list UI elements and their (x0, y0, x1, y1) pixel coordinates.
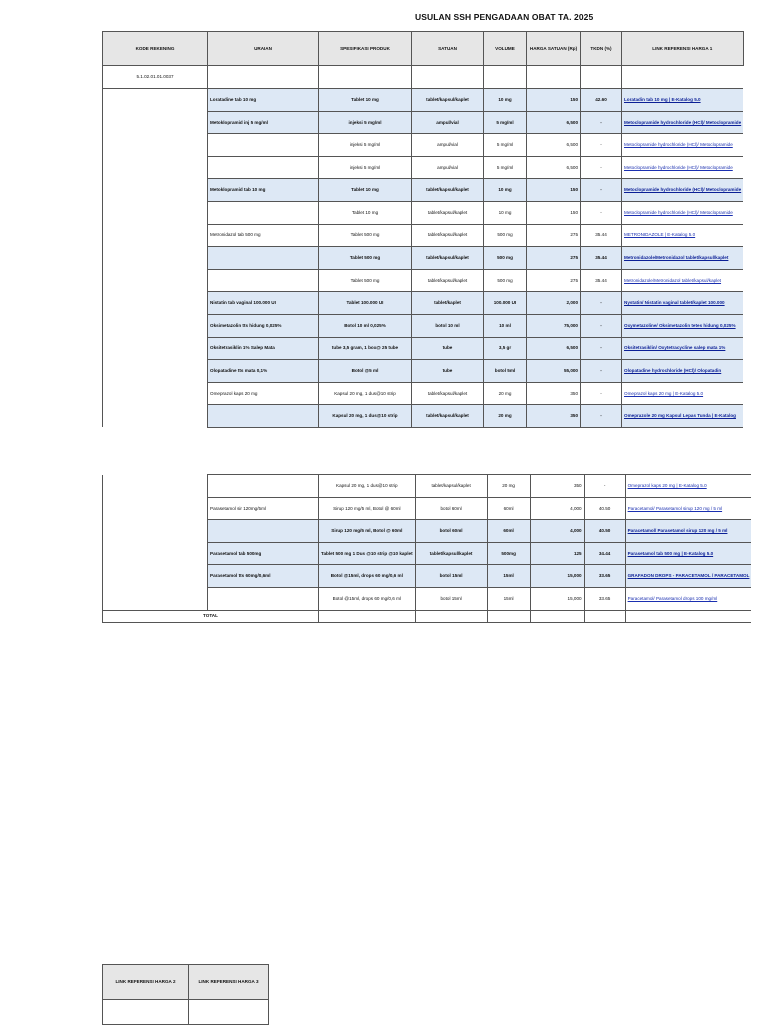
harga-cell: 4,000 (530, 520, 584, 543)
volume-cell: 20 mg (484, 382, 527, 405)
tkdn-cell: - (581, 405, 622, 428)
spesifikasi-cell: Tablet 500 mg (319, 224, 412, 247)
satuan-cell: tube (412, 360, 484, 383)
volume-cell: 500 mg (484, 269, 527, 292)
link-referensi-1[interactable]: Metoclopramide hydrochloride (HCl)/ Metoclopramide (622, 111, 744, 134)
spesifikasi-cell: Botol @15ml, drops 60 mg/0,6 ml (319, 587, 416, 610)
reference-links-table (102, 964, 269, 1025)
uraian-cell: Nistatin tab vaginal 100.000 UI (208, 292, 319, 315)
volume-cell: botol 5ml (484, 360, 527, 383)
satuan-cell: tablet/kapsul/kaplet (412, 382, 484, 405)
tkdn-cell: - (581, 314, 622, 337)
header-tkdn: TKDN (%) (581, 32, 622, 66)
total-label: TOTAL (103, 610, 319, 622)
uraian-cell: Parasetamol sir 120mg/5ml (208, 497, 319, 520)
uraian-cell (208, 134, 319, 157)
tkdn-cell: - (581, 134, 622, 157)
harga-cell: 150 (527, 179, 581, 202)
kode-cell (103, 156, 208, 179)
tkdn-cell: 35.44 (581, 224, 622, 247)
uraian-cell: Omeprazol kaps 20 mg (208, 382, 319, 405)
link-referensi-1[interactable]: Metoclopramide hydrochloride (HCl)/ Metoclopramide (622, 179, 744, 202)
link-referensi-1[interactable]: Loratadin tab 10 mg | E-Katalog 5.0 (622, 89, 744, 112)
link-referensi-1[interactable]: Metoclopramide hydrochloride (HCl)/ Metoclopramide (622, 201, 744, 224)
tkdn-cell: 33.65 (584, 587, 625, 610)
harga-cell: 275 (527, 269, 581, 292)
link-referensi-1[interactable]: Metronidazole/Metronidazol tablet/kapsul/kaplet (622, 247, 744, 270)
tkdn-cell: - (581, 111, 622, 134)
volume-cell: 60ml (487, 520, 530, 543)
satuan-cell: tablet/kaplet (412, 292, 484, 315)
spesifikasi-cell: Tablet 500 mg 1 Dus @10 strip @10 kaplet (319, 542, 416, 565)
kode-cell (103, 542, 208, 565)
ssh-table-continued (102, 474, 751, 623)
table-row (103, 542, 752, 565)
satuan-cell: tube (412, 337, 484, 360)
volume-cell: 15ml (487, 587, 530, 610)
table-row (103, 111, 744, 134)
uraian-cell: Metronidazol tab 500 mg (208, 224, 319, 247)
satuan-cell: tablet/kapsul/kaplet (412, 89, 484, 112)
link-referensi-1[interactable]: Omeprazole 20 mg Kapsul Lepas Tunda | E-Katalog (622, 405, 744, 428)
table-row (103, 179, 744, 202)
volume-cell: 20 mg (484, 405, 527, 428)
harga-cell: 125 (530, 542, 584, 565)
kode-cell (103, 111, 208, 134)
kode-cell (103, 587, 208, 610)
header-spesifikasi: SPESIFIKASI PRODUK (319, 32, 412, 66)
volume-cell: 500mg (487, 542, 530, 565)
satuan-cell: tablet/kapsul/kaplet (415, 475, 487, 498)
volume-cell: 3,5 gr (484, 337, 527, 360)
kode-cell (103, 497, 208, 520)
spesifikasi-cell: tube 3,5 gram, 1 box@ 25 tube (319, 337, 412, 360)
volume-cell: 20 mg (487, 475, 530, 498)
spesifikasi-cell: Sirup 120 mg/5 ml, Botol @ 60ml (319, 520, 416, 543)
uraian-cell: Olopatadine tts mata 0,1% (208, 360, 319, 383)
link-referensi-1[interactable]: Omeprazol kaps 20 mg | E-Katalog 5.0 (625, 475, 751, 498)
table-row (103, 269, 744, 292)
table-row (103, 337, 744, 360)
uraian-cell: Parasetamol tts 60mg/0,6ml (208, 565, 319, 588)
link-referensi-1[interactable]: Paracetamol/ Parasetamol sirup 120 mg / 5 ml (625, 497, 751, 520)
tkdn-cell: - (581, 337, 622, 360)
kode-cell (103, 269, 208, 292)
volume-cell: 5 mg/ml (484, 111, 527, 134)
uraian-cell: Loratadine tab 10 mg (208, 89, 319, 112)
tkdn-cell: - (581, 360, 622, 383)
table-row (103, 292, 744, 315)
ssh-table (102, 31, 744, 428)
tkdn-cell: 34.44 (584, 542, 625, 565)
volume-cell: 60ml (487, 497, 530, 520)
spesifikasi-cell: Kapsul 20 mg, 1 dus@10 strip (319, 475, 416, 498)
table-row (103, 497, 752, 520)
uraian-cell (208, 201, 319, 224)
link-referensi-1[interactable]: Olopatadine hydrochloride (HCl)/ Olopatadin (622, 360, 744, 383)
uraian-cell (208, 269, 319, 292)
header-link-1: LINK REFERENSI HARGA 1 (622, 32, 744, 66)
table-row (103, 382, 744, 405)
link-referensi-1[interactable]: Paracetamol/ Parasetamol drops 100 mg/ml (625, 587, 751, 610)
harga-cell: 2,000 (527, 292, 581, 315)
kode-cell (103, 520, 208, 543)
volume-cell: 5 mg/ml (484, 134, 527, 157)
spesifikasi-cell: Botol @15ml, drops 60 mg/0,6 ml (319, 565, 416, 588)
harga-cell: 275 (527, 224, 581, 247)
volume-cell: 10 mg (484, 201, 527, 224)
tkdn-cell: 35.44 (581, 247, 622, 270)
harga-cell: 6,500 (527, 111, 581, 134)
satuan-cell: tablet/kapsul/kaplet (412, 224, 484, 247)
table-row (103, 360, 744, 383)
satuan-cell: botol 60ml (415, 497, 487, 520)
kode-cell (103, 134, 208, 157)
volume-cell: 10 mg (484, 89, 527, 112)
tkdn-cell: - (581, 179, 622, 202)
kode-cell (103, 201, 208, 224)
header-row (103, 32, 744, 66)
volume-cell: 15ml (487, 565, 530, 588)
table-row (103, 134, 744, 157)
harga-cell: 75,000 (527, 314, 581, 337)
spesifikasi-cell: Kapsul 20 mg, 1 dus@10 strip (319, 405, 412, 428)
uraian-cell: Parasetamol tab 500mg (208, 542, 319, 565)
harga-cell: 150 (527, 201, 581, 224)
spesifikasi-cell: Kapsul 20 mg, 1 dus@10 strip (319, 382, 412, 405)
header-harga-satuan: HARGA SATUAN (Rp) (527, 32, 581, 66)
harga-cell: 6,500 (527, 156, 581, 179)
kode-cell (103, 565, 208, 588)
tkdn-cell: - (584, 475, 625, 498)
spesifikasi-cell: Tablet 10 mg (319, 201, 412, 224)
link-referensi-1[interactable]: Parasetamol tab 500 mg | E-Katalog 5.0 (625, 542, 751, 565)
spesifikasi-cell: injeksi 5 mg/ml (319, 111, 412, 134)
harga-cell: 275 (527, 247, 581, 270)
total-row (103, 610, 752, 622)
table-row (103, 520, 752, 543)
kode-cell (103, 179, 208, 202)
satuan-cell: tablet/kapsul/kaplet (412, 201, 484, 224)
satuan-cell: botol 15ml (415, 587, 487, 610)
volume-cell: 10 ml (484, 314, 527, 337)
spesifikasi-cell: injeksi 5 mg/ml (319, 134, 412, 157)
header-satuan: SATUAN (412, 32, 484, 66)
harga-cell: 6,500 (527, 337, 581, 360)
satuan-cell: tablet/kapsul/kaplet (412, 269, 484, 292)
satuan-cell: tablet/kapsul/kaplet (412, 247, 484, 270)
ref-header-row (103, 965, 269, 1000)
spesifikasi-cell: Tablet 10 mg (319, 89, 412, 112)
spesifikasi-cell: Tablet 500 mg (319, 247, 412, 270)
uraian-cell: Oksimetazolin tts hidung 0,025% (208, 314, 319, 337)
tkdn-cell: 40.50 (584, 520, 625, 543)
harga-cell: 15,000 (530, 587, 584, 610)
kode-cell (103, 292, 208, 315)
table-row (103, 475, 752, 498)
kode-rekening-row (103, 66, 744, 89)
harga-cell: 6,500 (527, 134, 581, 157)
uraian-cell (208, 475, 319, 498)
uraian-cell (208, 156, 319, 179)
header-link-2: LINK REFERENSI HARGA 2 (103, 965, 189, 1000)
table-row (103, 314, 744, 337)
table-row (103, 201, 744, 224)
tkdn-cell: 33.65 (584, 565, 625, 588)
link-referensi-1[interactable]: Oksitetrasiklin/ Oxytetracycline salep mata 1% (622, 337, 744, 360)
uraian-cell (208, 247, 319, 270)
satuan-cell: tablet/kapsul/kaplet (415, 542, 487, 565)
kode-cell (103, 224, 208, 247)
tkdn-cell: 35.44 (581, 269, 622, 292)
kode-cell (103, 360, 208, 383)
header-kode-rekening: KODE REKENING (103, 32, 208, 66)
spesifikasi-cell: Tablet 10 mg (319, 179, 412, 202)
kode-rekening-value: 5.1.02.01.01.0037 (103, 66, 208, 89)
link-referensi-1[interactable]: Nystatin/ Nistatin vaginal tablet/kaplet 100.000 (622, 292, 744, 315)
kode-cell (103, 475, 208, 498)
kode-cell (103, 247, 208, 270)
harga-cell: 150 (527, 89, 581, 112)
satuan-cell: botol 60ml (415, 520, 487, 543)
spesifikasi-cell: injeksi 5 mg/ml (319, 156, 412, 179)
volume-cell: 5 mg/ml (484, 156, 527, 179)
header-link-3: LINK REFERENSI HARGA 3 (189, 965, 269, 1000)
volume-cell: 10 mg (484, 179, 527, 202)
table-row (103, 565, 752, 588)
satuan-cell: ampul/vial (412, 134, 484, 157)
satuan-cell: botol 10 ml (412, 314, 484, 337)
link-referensi-1[interactable]: Metronidazole/Metronidazol tablet/kapsul/kaplet (622, 269, 744, 292)
satuan-cell: ampul/vial (412, 111, 484, 134)
harga-cell: 350 (530, 475, 584, 498)
kode-cell (103, 314, 208, 337)
kode-cell (103, 405, 208, 428)
tkdn-cell: - (581, 156, 622, 179)
tkdn-cell: 40.50 (584, 497, 625, 520)
uraian-cell (208, 587, 319, 610)
kode-cell (103, 89, 208, 112)
harga-cell: 55,000 (527, 360, 581, 383)
spesifikasi-cell: Tablet 100.000 UI (319, 292, 412, 315)
uraian-cell: Metoklopramid inj 5 mg/ml (208, 111, 319, 134)
uraian-cell (208, 520, 319, 543)
table-row (103, 224, 744, 247)
tkdn-cell: - (581, 382, 622, 405)
satuan-cell: tablet/kapsul/kaplet (412, 405, 484, 428)
satuan-cell: ampul/vial (412, 156, 484, 179)
table-row (103, 89, 744, 112)
harga-cell: 350 (527, 382, 581, 405)
spesifikasi-cell: Botol @5 ml (319, 360, 412, 383)
link-referensi-1[interactable]: METRONIDAZOLE | E-Katalog 5.0 (622, 224, 744, 247)
harga-cell: 15,000 (530, 565, 584, 588)
uraian-cell (208, 405, 319, 428)
satuan-cell: botol 15ml (415, 565, 487, 588)
volume-cell: 500 mg (484, 247, 527, 270)
volume-cell: 100.000 UI (484, 292, 527, 315)
volume-cell: 500 mg (484, 224, 527, 247)
spesifikasi-cell: Tablet 500 mg (319, 269, 412, 292)
uraian-cell: Oksitetrasiklin 1% Salep Mata (208, 337, 319, 360)
kode-cell (103, 382, 208, 405)
table-row (103, 587, 752, 610)
link-referensi-1[interactable]: Omeprazol kaps 20 mg | E-Katalog 5.0 (622, 382, 744, 405)
kode-cell (103, 337, 208, 360)
spesifikasi-cell: Sirup 120 mg/5 ml, Botol @ 60ml (319, 497, 416, 520)
tkdn-cell: - (581, 292, 622, 315)
link-referensi-1[interactable]: Metoclopramide hydrochloride (HCl)/ Metoclopramide (622, 156, 744, 179)
table-row (103, 405, 744, 428)
header-uraian: URAIAN (208, 32, 319, 66)
link-referensi-1[interactable]: GRAFADON DROPS - PARACETAMOL / PARACETAMOL (625, 565, 751, 588)
table-row (103, 156, 744, 179)
link-referensi-1[interactable]: Oxymetazoline/ Oksimetazolin tetes hidung 0,025% (622, 314, 744, 337)
page-title: USULAN SSH PENGADAAN OBAT TA. 2025 (415, 12, 594, 22)
harga-cell: 4,000 (530, 497, 584, 520)
spesifikasi-cell: Botol 10 ml 0,025% (319, 314, 412, 337)
satuan-cell: tablet/kapsul/kaplet (412, 179, 484, 202)
tkdn-cell: 42.60 (581, 89, 622, 112)
harga-cell: 350 (527, 405, 581, 428)
link-referensi-1[interactable]: Metoclopramide hydrochloride (HCl)/ Metoclopramide (622, 134, 744, 157)
link-referensi-1[interactable]: Paracetamol/ Parasetamol sirup 120 mg / 5 ml (625, 520, 751, 543)
uraian-cell: Metoklopramid tab 10 mg (208, 179, 319, 202)
header-volume: VOLUME (484, 32, 527, 66)
table-row (103, 247, 744, 270)
tkdn-cell: - (581, 201, 622, 224)
